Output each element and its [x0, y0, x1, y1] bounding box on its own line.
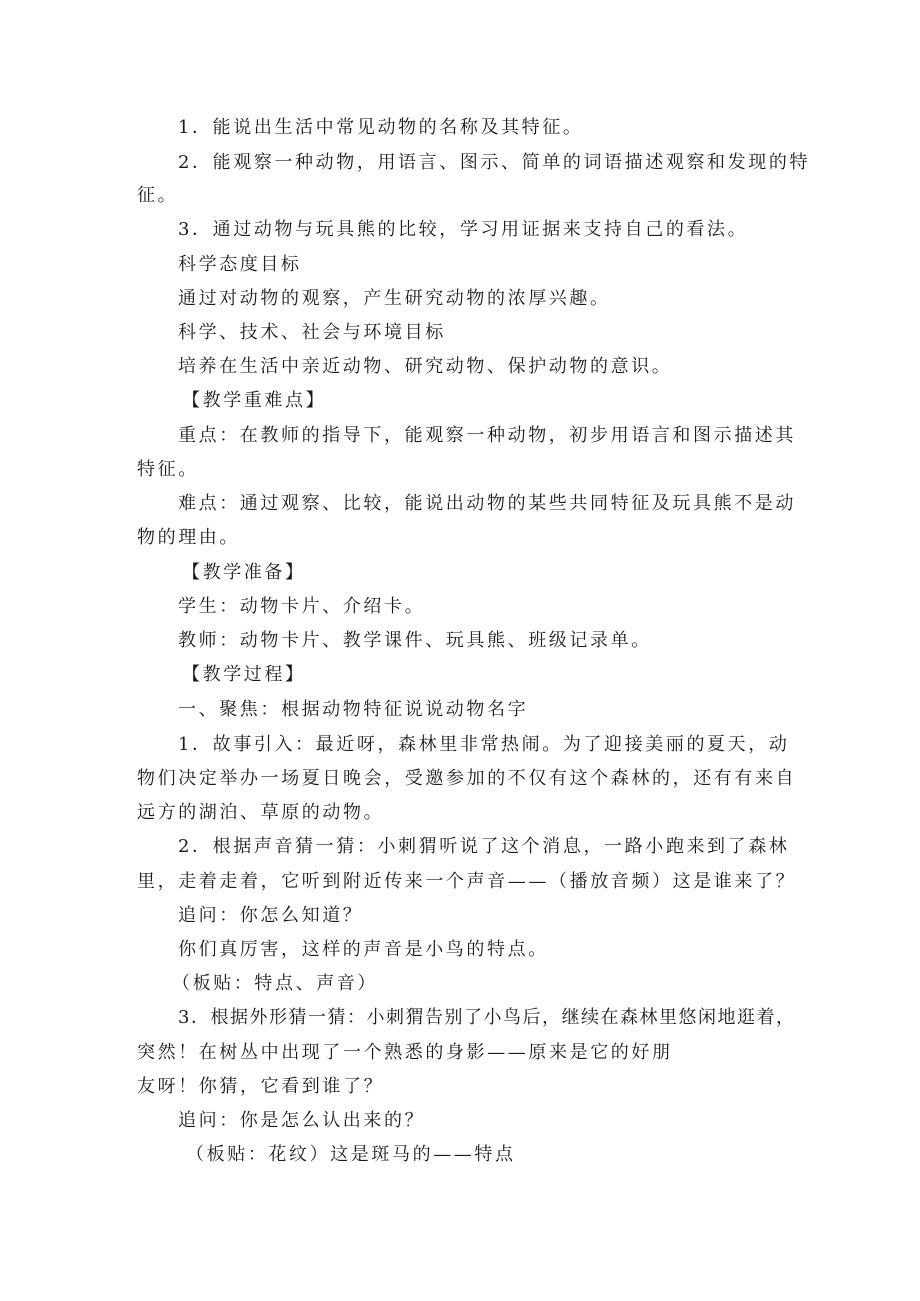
story-intro-cont-1: 物们决定举办一场夏日晚会，受邀参加的不仅有这个森林的，还有有来自 [137, 768, 797, 789]
objective-2-cont: 征。 [137, 185, 179, 206]
key-point-cont: 特征。 [137, 459, 199, 480]
heading-sts-goal: 科学、技术、社会与环境目标 [178, 322, 446, 343]
story-intro-cont-2: 远方的湖泊、草原的动物。 [137, 802, 385, 823]
objective-1: 1．能说出生活中常见动物的名称及其特征。 [178, 117, 584, 138]
guess-by-shape-cont-2: 友呀！你猜，它看到谁了？ [137, 1076, 385, 1097]
section-process: 【教学过程】 [182, 664, 306, 685]
board-note-2: （板贴：花纹）这是斑马的——特点 [186, 1144, 516, 1165]
key-point: 重点：在教师的指导下，能观察一种动物，初步用语言和图示描述其 [178, 425, 796, 446]
sound-feature-text: 你们真厉害，这样的声音是小鸟的特点。 [178, 939, 549, 960]
difficult-point: 难点：通过观察、比较，能说出动物的某些共同特征及玩具熊不是动 [178, 493, 796, 514]
prep-teacher: 教师：动物卡片、教学课件、玩具熊、班级记录单。 [178, 630, 652, 651]
heading-attitude-goal: 科学态度目标 [178, 254, 302, 275]
story-intro: 1．故事引入：最近呀，森林里非常热闹。为了迎接美丽的夏天，动 [178, 734, 790, 755]
guess-by-shape: 3．根据外形猜一猜：小刺猬告别了小鸟后，继续在森林里悠闲地逛着， [178, 1007, 796, 1028]
follow-up-question-1: 追问：你怎么知道？ [178, 905, 364, 926]
objective-2: 2．能观察一种动物，用语言、图示、简单的词语描述观察和发现的特 [178, 152, 811, 173]
guess-by-sound-cont: 里，走着走着，它听到附近传来一个声音——（播放音频）这是谁来了？ [137, 871, 797, 892]
follow-up-question-2: 追问：你是怎么认出来的？ [178, 1110, 426, 1131]
difficult-point-cont: 物的理由。 [137, 527, 240, 548]
prep-students: 学生：动物卡片、介绍卡。 [178, 596, 426, 617]
step-1-heading: 一、聚焦：根据动物特征说说动物名字 [178, 699, 529, 720]
board-note-1: （板贴：特点、声音） [172, 973, 378, 994]
guess-by-shape-cont-1: 突然！在树丛中出现了一个熟悉的身影——原来是它的好朋 [137, 1042, 673, 1063]
sts-goal-text: 培养在生活中亲近动物、研究动物、保护动物的意识。 [178, 356, 673, 377]
attitude-goal-text: 通过对动物的观察，产生研究动物的浓厚兴趣。 [178, 288, 611, 309]
section-preparation: 【教学准备】 [182, 562, 306, 583]
section-key-difficult: 【教学重难点】 [182, 390, 327, 411]
objective-3: 3．通过动物与玩具熊的比较，学习用证据来支持自己的看法。 [178, 219, 749, 240]
guess-by-sound: 2．根据声音猜一猜：小刺猬听说了这个消息，一路小跑来到了森林 [178, 836, 790, 857]
